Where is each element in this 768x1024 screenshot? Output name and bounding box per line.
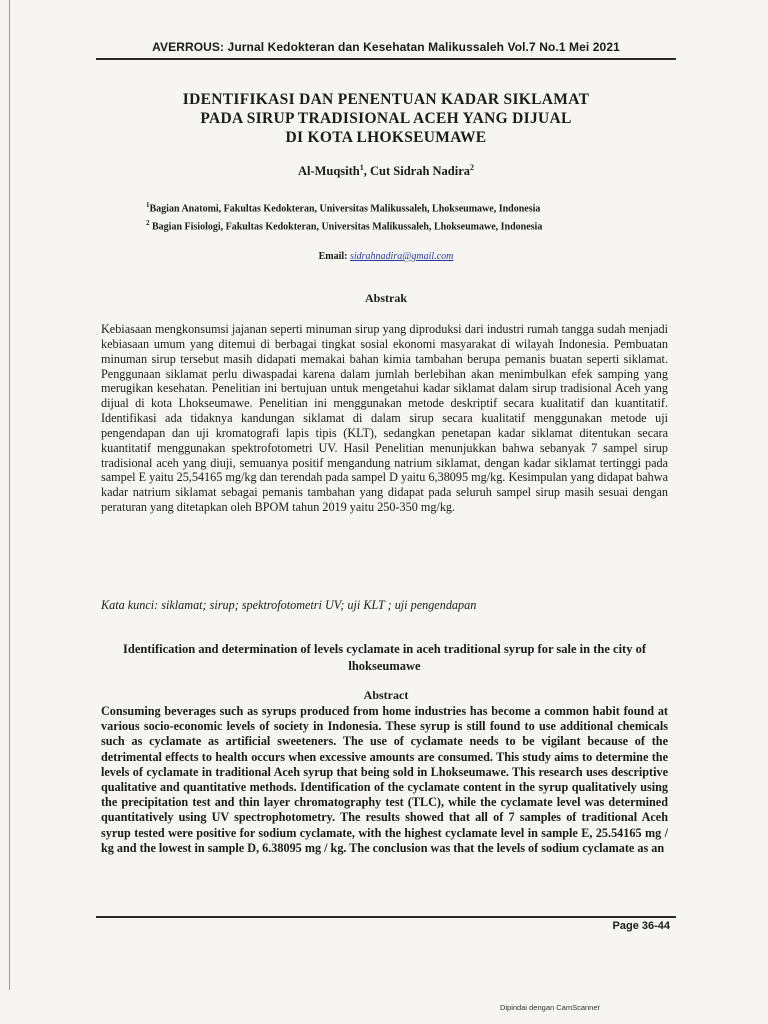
page-number: Page 36-44: [612, 920, 670, 932]
author-separator: ,: [363, 164, 371, 179]
journal-header: AVERROUS: Jurnal Kedokteran dan Kesehatan Malikussaleh Vol.7 No.1 Mei 2021: [152, 40, 620, 54]
affiliation-superscript: 1: [146, 201, 150, 209]
affiliations: [146, 198, 646, 235]
affiliation-item: [146, 216, 646, 234]
affiliation-text: Bagian Fisiologi, Fakultas Kedokteran, Universitas Malikussaleh, Lhokseumawe, Indonesia: [152, 221, 543, 233]
email-line: [96, 251, 676, 262]
title-line: DI KOTA LHOKSEUMAWE: [285, 129, 487, 146]
affiliation-superscript: 2: [146, 219, 150, 228]
author-superscript: 1: [359, 163, 364, 172]
author-name: Cut Sidrah Nadira: [370, 164, 471, 179]
footer-rule: [96, 916, 676, 918]
scanner-watermark: Dipindai dengan CamScanner: [499, 1003, 601, 1012]
author-superscript: 2: [470, 163, 475, 172]
title-line: PADA SIRUP TRADISIONAL ACEH YANG DIJUAL: [200, 110, 572, 127]
abstrak-body: Kebiasaan mengkonsumsi jajanan seperti minuman sirup yang diproduksi dari industri rumah tangga sudah menjadi kebiasaan umum yang ditemui di berbagai tingkat sosial ekonomi masyarakat di wilayah Indonesia. Pembuatan minuman sirup tersebut masih didapati memakai bahan kimia tambahan berupa pemanis buatan seperti siklamat. Penggunaan siklamat perlu diwaspadai karena dalam jumlah berlebihan akan menimbulkan efek samping yang merugikan kesehatan. Penelitian ini bertujuan untuk mengetahui kadar siklamat dalam sirup tradisional Aceh yang dijual di kota Lhokseumawe. Penelitian ini menggunakan metode deskriptif secara kualitatif dan kuantitatif. Identifikasi ada tidaknya kandungan siklamat di dalam sirup secara kualitatif menggunakan metode uji pengendapan dan uji kromatografi lapis tipis (KLT), sedangkan penetapan kadar siklamat ditentukan secara kuantitatif menggunakan spektrofotometri UV. Hasil Penelitian menunjukkan bahwa sebanyak 7 sampel sirup tradisional aceh yang diuji, semuanya positif mengandung natrium siklamat, dengan kadar siklamat tertinggi pada sampel E yaitu 25,54165 mg/kg dan terendah pada sampel D yaitu 6,38095 mg/kg. Kesimpulan yang didapat bahwa kadar natrium siklamat sebagai pemanis tambahan yang didapat pada seluruh sampel sirup masih sesuai dengan peraturan yang ditetapkan oleh BPOM tahun 2019 yaitu 250-350 mg/kg.: [101, 322, 668, 515]
abstract-heading: Abstract: [363, 688, 409, 702]
english-title: Identification and determination of levels cyclamate in aceh traditional syrup for sale in the city of lhokseumawe: [123, 642, 646, 673]
email-label: Email:: [318, 251, 350, 262]
email-link[interactable]: sidrahnadira@gmail.com: [350, 251, 454, 262]
affiliation-item: [146, 198, 646, 216]
keywords-line: Kata kunci: siklamat; sirup; spektrofotometri UV; uji KLT ; uji pengendapan: [101, 598, 477, 612]
scan-edge-line: [9, 0, 10, 990]
abstract-body: Consuming beverages such as syrups produced from home industries has become a common habit found at various socio-economic levels of society in Indonesia. These syrup is still found to use additional chemicals such as cyclamate as artificial sweeteners. The use of cyclamate needs to be vigilant because of the detrimental effects to health occurs when excessive amounts are consumed. This study aims to determine the levels of cyclamate in traditional Aceh syrup that being sold in Lhokseumawe. This research uses descriptive qualitative and quantitative methods. Identification of the cyclamate content in the syrup qualitatively using the precipitation test and thin layer chromatography test (TLC), while the cyclamate level was determined quantitatively using UV spectrophotometry. The results showed that all of 7 samples of traditional Aceh syrup tested were positive for sodium cyclamate, with the highest cyclamate level in sample E, 25.54165 mg / kg and the lowest in sample D, 6.38095 mg / kg. The conclusion was that the levels of sodium cyclamate as an: [101, 704, 668, 855]
title-line: IDENTIFIKASI DAN PENENTUAN KADAR SIKLAMAT: [182, 91, 590, 108]
header-rule: [96, 58, 676, 60]
authors-line: [96, 163, 676, 179]
article-title: [96, 90, 676, 147]
affiliation-text: Bagian Anatomi, Fakultas Kedokteran, Universitas Malikussaleh, Lhokseumawe, Indonesia: [149, 203, 541, 215]
author-name: Al-Muqsith: [297, 164, 360, 179]
abstrak-heading: Abstrak: [364, 291, 407, 305]
